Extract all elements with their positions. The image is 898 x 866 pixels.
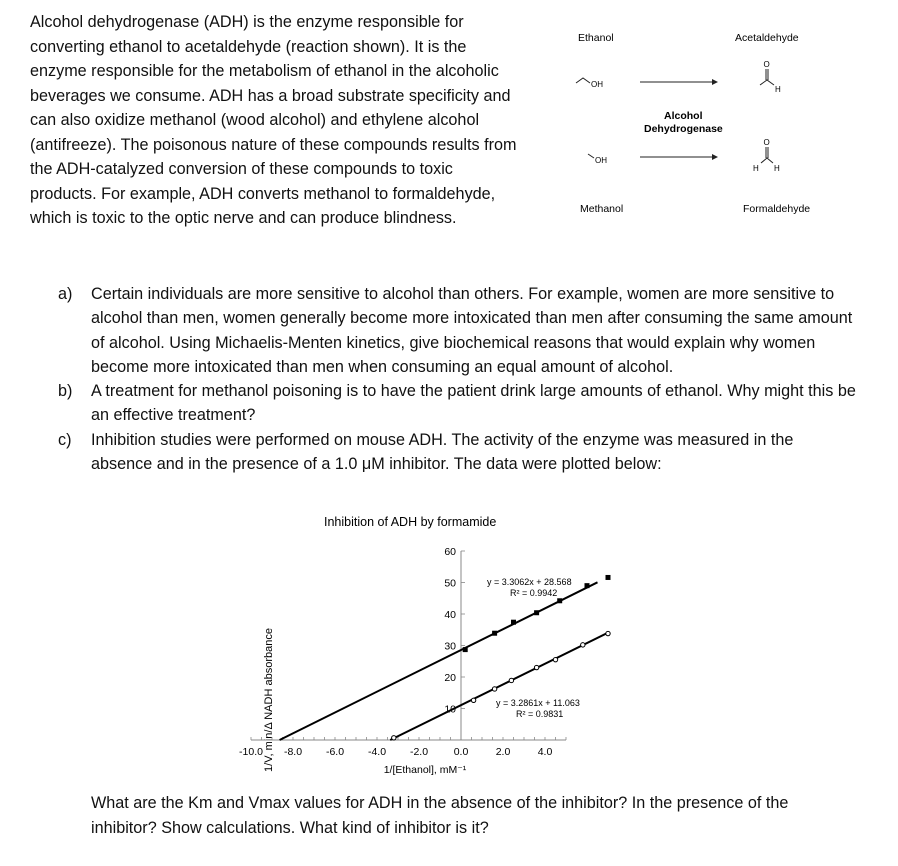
question-label: a) [58, 285, 73, 303]
series-1-point [585, 583, 590, 588]
series-1-point [534, 610, 539, 615]
reaction-arrow-bottom [640, 154, 718, 160]
series-2-point [606, 631, 610, 635]
x-tick-label: -10.0 [239, 746, 263, 758]
y-tick-label: 10 [444, 703, 456, 716]
question-label: b) [58, 382, 73, 401]
series-1-r2: R² = 0.9942 [510, 588, 558, 598]
x-tick-label: 4.0 [537, 746, 553, 758]
methanol-structure [588, 154, 594, 158]
acetaldehyde-label: Acetaldehyde [735, 32, 799, 44]
methanol-label: Methanol [580, 203, 624, 215]
series-2-point [392, 736, 396, 740]
series-2-fit-line [390, 633, 608, 740]
intro-line: the ADH-catalyzed conversion of these compounds to toxic [30, 160, 453, 178]
acetaldehyde-structure [760, 69, 774, 85]
series-1-point [511, 620, 516, 625]
enzyme-label-line1: Alcohol [664, 110, 703, 122]
question-a [58, 282, 858, 379]
ethanol-oh: OH [591, 80, 603, 89]
x-tick-label: 2.0 [495, 746, 511, 758]
intro-line: beverages we consume. ADH has a broad substrate specificity and [30, 86, 511, 105]
y-tick-label: 40 [444, 609, 456, 621]
formaldehyde-structure [761, 147, 773, 163]
x-tick-label: -8.0 [283, 746, 303, 758]
series-1-point [492, 631, 497, 636]
acetaldehyde-o: O [763, 60, 770, 69]
intro-line: (antifreeze). The poisonous nature of these compounds results from [30, 135, 517, 154]
y-tick-label: 20 [444, 672, 456, 684]
formaldehyde-label: Formaldehyde [743, 203, 811, 215]
methanol-oh: OH [595, 156, 607, 165]
y-tick-label: 50 [444, 577, 456, 590]
formaldehyde-o: O [763, 138, 770, 147]
reaction-arrow-top [640, 79, 718, 85]
intro-line: which is toxic to the optic nerve and can produce blindness. [30, 209, 457, 227]
reaction-scheme [560, 20, 850, 230]
acetaldehyde-h: H [775, 85, 781, 94]
x-tick-label: -2.0 [409, 746, 429, 758]
intro-line: enzyme responsible for the metabolism of ethanol in the alcoholic [30, 62, 499, 80]
series-1-equation: y = 3.3062x + 28.568 [487, 577, 572, 587]
series-1-point [463, 647, 468, 652]
question-b [58, 379, 858, 428]
series-2-r2: R² = 0.9831 [516, 709, 564, 719]
question-text: A treatment for methanol poisoning is to have the patient drink large amounts of ethanol. Why might this be an effective treatment? [91, 382, 856, 425]
ethanol-label: Ethanol [578, 32, 614, 44]
ethanol-structure [576, 78, 590, 83]
series-2-point [509, 678, 513, 682]
intro-paragraph [30, 10, 550, 231]
formaldehyde-h-right: H [774, 164, 780, 173]
y-axis-label: 1/V, min/Δ NADH absorbance [263, 628, 275, 772]
x-tick-label: 0.0 [453, 746, 469, 758]
x-tick-label: -4.0 [367, 746, 387, 758]
y-tick-label: 60 [444, 546, 456, 558]
intro-line: products. For example, ADH converts methanol to formaldehyde, [30, 184, 496, 203]
series-2-point [553, 657, 557, 661]
series-2-point [492, 687, 496, 691]
question-c [58, 428, 858, 477]
chart-title: Inhibition of ADH by formamide [324, 515, 497, 529]
lineweaver-burk-chart [220, 505, 640, 775]
series-1-point [606, 575, 611, 580]
series-2-point [471, 698, 475, 702]
series-2-point [581, 643, 585, 647]
formaldehyde-h-left: H [753, 164, 759, 173]
question-list [58, 282, 858, 476]
y-tick-label: 30 [444, 640, 456, 653]
x-tick-label: -6.0 [325, 746, 345, 758]
series-1-point [557, 598, 562, 603]
question-label: c) [58, 430, 72, 449]
series-2-equation: y = 3.2861x + 11.063 [496, 698, 580, 708]
question-text: Certain individuals are more sensitive to alcohol than others. For example, women are more sensitive to alcohol than men, women generally become more intoxicated than men after consuming the same amount of alcohol. Using Michaelis-Menten kinetics, give biochemical reasons that would explain why women become more intoxicated than men when consuming an equal amount of alcohol. [91, 285, 853, 376]
final-question: What are the Km and Vmax values for ADH in the absence of the inhibitor? In the presence of the inhibitor? Show calculations. What kind of inhibitor is it? [91, 794, 789, 837]
intro-line: can also oxidize methanol (wood alcohol) and ethylene alcohol [30, 111, 480, 129]
intro-line: Alcohol dehydrogenase (ADH) is the enzyme responsible for [30, 13, 464, 31]
x-axis-label: 1/[Ethanol], mM⁻¹ [383, 764, 467, 775]
intro-line: converting ethanol to acetaldehyde (reaction shown). It is the [30, 37, 467, 56]
enzyme-label-line2: Dehydrogenase [644, 123, 723, 135]
series-2-point [534, 665, 538, 669]
question-text: Inhibition studies were performed on mouse ADH. The activity of the enzyme was measured in the absence and in the presence of a 1.0 μM inhibitor. The data were plotted below: [91, 430, 794, 474]
